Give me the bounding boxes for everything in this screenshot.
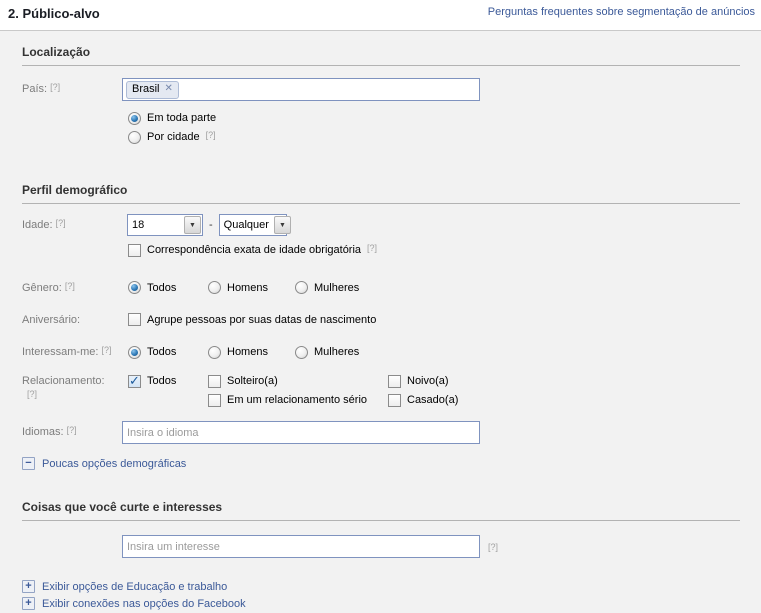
interested-help-icon[interactable]: [?]	[101, 345, 112, 355]
footer-links	[22, 580, 761, 610]
checkbox-rel-single[interactable]	[208, 373, 388, 389]
interest-input-row	[22, 535, 761, 558]
show-education-work-link[interactable]	[22, 580, 761, 593]
checkbox-rel-serious-label: Em um relacionamento sério	[227, 394, 368, 406]
interest-label-spacer	[22, 535, 122, 539]
exact-age-help-icon[interactable]: [?]	[367, 243, 378, 253]
interest-control	[122, 535, 761, 558]
divider	[22, 203, 740, 204]
checkbox-rel-married[interactable]	[388, 392, 458, 408]
show-education-work-label: Exibir opções de Educação e trabalho	[42, 580, 228, 593]
checkbox-rel-all-label: Todos	[147, 375, 177, 387]
targeting-panel	[0, 30, 761, 613]
gender-row	[22, 280, 761, 296]
age-min-select[interactable]	[127, 214, 203, 236]
gender-help-icon[interactable]: [?]	[64, 280, 75, 291]
fewer-demographics-link[interactable]	[22, 457, 186, 470]
birthday-label: Aniversário:	[22, 313, 81, 326]
age-min-dropdown-icon[interactable]	[184, 216, 201, 234]
relationship-col-right	[388, 373, 458, 408]
country-token	[126, 81, 179, 99]
country-label	[22, 78, 122, 97]
country-input[interactable]	[122, 78, 480, 101]
show-facebook-connections-label: Exibir conexões nas opções do Facebook	[42, 597, 246, 610]
checkbox-rel-engaged[interactable]	[388, 373, 458, 389]
checkbox-birthday-icon	[128, 313, 141, 326]
radio-gender-men-label: Homens	[227, 281, 268, 294]
relationship-help-icon[interactable]: [?]	[27, 389, 38, 399]
radio-interested-men[interactable]	[208, 344, 295, 360]
checkbox-rel-married-icon	[388, 394, 401, 407]
faq-link[interactable]: Perguntas frequentes sobre segmentação de anúncios	[487, 6, 755, 18]
age-label-text: Idade:	[22, 219, 53, 231]
radio-interested-men-icon	[208, 346, 221, 359]
radio-everywhere-label: Em toda parte	[147, 112, 217, 124]
collapse-icon[interactable]: −	[22, 457, 35, 470]
checkbox-rel-single-icon	[208, 375, 221, 388]
checkbox-exact-age[interactable]	[128, 242, 377, 258]
radio-gender-men-icon	[208, 281, 221, 294]
checkbox-rel-married-label: Casado(a)	[407, 394, 459, 406]
radio-everywhere-icon	[128, 112, 141, 125]
languages-help-icon[interactable]: [?]	[66, 425, 77, 435]
location-heading: Localização	[22, 45, 91, 59]
age-max-select[interactable]	[219, 214, 287, 236]
languages-label	[22, 421, 122, 440]
checkbox-rel-engaged-icon	[388, 375, 401, 388]
relationship-label-text: Relacionamento:	[22, 375, 105, 387]
checkbox-rel-serious-icon	[208, 394, 221, 407]
radio-everywhere[interactable]	[128, 110, 761, 126]
radio-by-city-label: Por cidade	[147, 131, 200, 143]
age-min-value: 18	[132, 219, 145, 231]
page-title: 2. Público-alvo	[8, 6, 100, 21]
expand-icon[interactable]: +	[22, 597, 35, 610]
age-help-icon[interactable]: [?]	[55, 218, 66, 228]
relationship-options	[128, 373, 761, 408]
languages-label-text: Idiomas:	[22, 426, 64, 438]
radio-by-city[interactable]	[128, 129, 761, 145]
gender-label-text: Gênero:	[22, 281, 62, 294]
checkbox-rel-all-icon	[128, 375, 141, 388]
divider	[22, 65, 740, 66]
location-scope-options	[128, 110, 761, 145]
checkbox-exact-age-label: Correspondência exata de idade obrigatória	[147, 244, 362, 256]
expand-icon[interactable]: +	[22, 580, 35, 593]
remove-country-icon[interactable]: ✕	[164, 83, 173, 94]
country-control	[122, 78, 761, 145]
age-label	[22, 214, 122, 233]
interested-label-text: Interessam-me:	[22, 346, 99, 358]
country-help-icon[interactable]: [?]	[50, 82, 61, 92]
header	[0, 0, 761, 30]
relationship-col-middle	[208, 373, 388, 408]
interest-help-icon[interactable]: [?]	[488, 541, 499, 552]
radio-gender-all-icon	[128, 281, 141, 294]
divider	[22, 520, 740, 521]
radio-interested-all-icon	[128, 346, 141, 359]
interested-row	[22, 344, 761, 360]
radio-gender-all-label: Todos	[147, 281, 177, 294]
relationship-label	[22, 373, 122, 404]
birthday-control	[128, 312, 761, 330]
radio-interested-all[interactable]	[128, 344, 208, 360]
interested-options	[128, 344, 761, 360]
radio-gender-women-icon	[295, 281, 308, 294]
demographics-heading: Perfil demográfico	[22, 183, 128, 197]
interests-heading: Coisas que você curte e interesses	[22, 500, 223, 514]
radio-interested-men-label: Homens	[227, 346, 268, 358]
languages-control	[122, 421, 761, 444]
birthday-row	[22, 312, 761, 330]
checkbox-rel-serious[interactable]	[208, 392, 388, 408]
gender-options	[128, 280, 761, 296]
age-max-dropdown-icon[interactable]	[274, 216, 291, 234]
checkbox-birthday[interactable]	[128, 312, 376, 328]
relationship-row	[22, 373, 761, 408]
languages-input[interactable]	[122, 421, 480, 444]
checkbox-rel-all[interactable]	[128, 373, 176, 389]
relationship-col-all	[128, 373, 208, 391]
by-city-help-icon[interactable]: [?]	[205, 130, 216, 140]
section-interests	[22, 500, 761, 610]
checkbox-birthday-label: Agrupe pessoas por suas datas de nascimento	[147, 313, 377, 326]
fewer-options-row	[22, 457, 761, 470]
interest-input[interactable]	[122, 535, 480, 558]
country-token-label: Brasil	[132, 82, 160, 95]
show-facebook-connections-link[interactable]	[22, 597, 761, 610]
interested-label	[22, 344, 122, 360]
gender-label	[22, 280, 122, 296]
radio-by-city-icon	[128, 131, 141, 144]
checkbox-rel-single-label: Solteiro(a)	[227, 375, 278, 387]
languages-row	[22, 421, 761, 444]
checkbox-exact-age-icon	[128, 244, 141, 257]
country-row	[22, 78, 761, 145]
radio-interested-women-icon	[295, 346, 308, 359]
radio-interested-all-label: Todos	[147, 346, 177, 358]
age-max-value: Qualquer	[223, 219, 269, 231]
section-demographics	[22, 183, 761, 470]
radio-interested-women[interactable]	[295, 344, 359, 360]
section-location	[22, 45, 761, 145]
radio-interested-women-label: Mulheres	[314, 346, 360, 358]
age-control	[122, 214, 761, 260]
checkbox-rel-engaged-label: Noivo(a)	[407, 375, 449, 387]
radio-gender-women[interactable]	[295, 280, 359, 296]
radio-gender-all[interactable]	[128, 280, 208, 296]
radio-gender-women-label: Mulheres	[314, 281, 360, 294]
age-row	[22, 214, 761, 260]
fewer-demographics-label: Poucas opções demográficas	[42, 457, 187, 470]
radio-gender-men[interactable]	[208, 280, 295, 296]
age-separator: -	[209, 219, 213, 231]
country-label-text: País:	[22, 83, 48, 95]
